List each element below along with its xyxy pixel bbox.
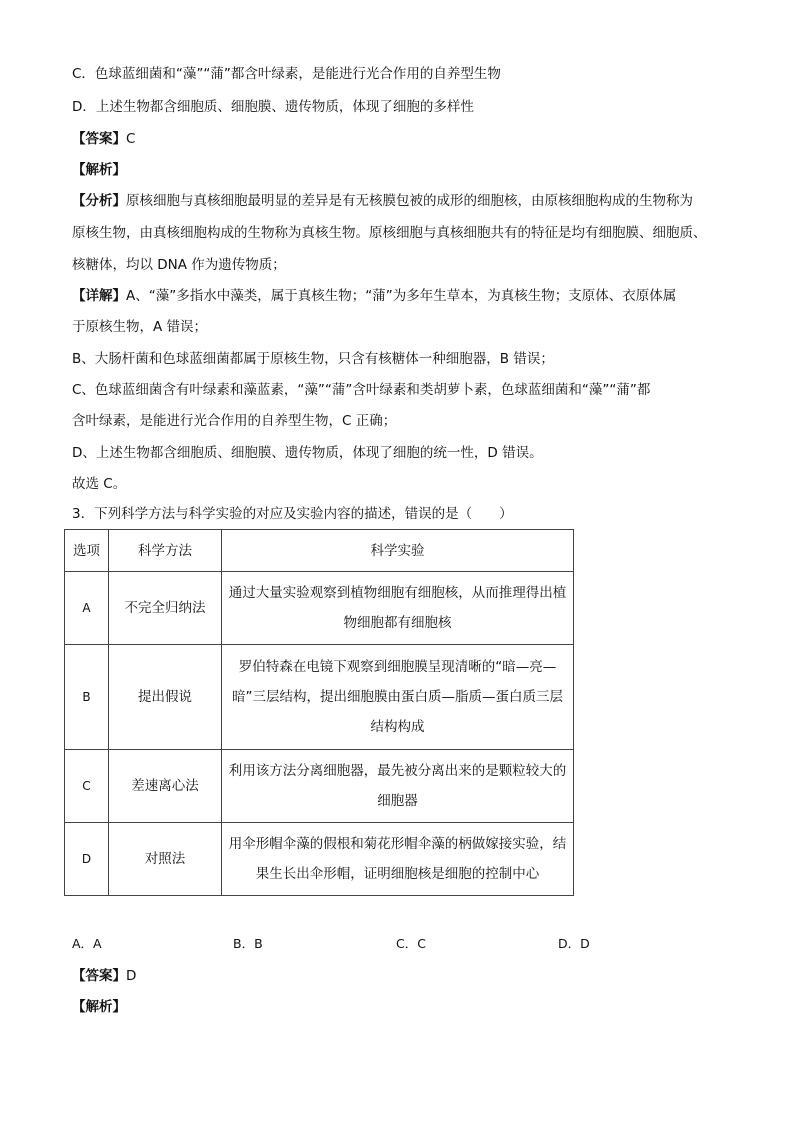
xiangjie-line-b: B、大肠杆菌和色球蓝细菌都属于原核生物，只含有核糖体一种细胞器，B 错误； (72, 351, 554, 367)
answer-tag: 【答案】 (72, 968, 126, 984)
xiangjie-line-c1: C、色球蓝细菌含有叶绿素和藻蓝素，“藻”“蒲”含叶绿素和类胡萝卜素，色球蓝细菌和“藻”“蒲”都 (72, 382, 651, 398)
xiangjie-tag: 【详解】 (72, 288, 126, 304)
xiangjie-text-a1: A、“藻”多指水中藻类，属于真核生物；“蒲”为多年生草本，为真核生物；支原体、衣原体属 (126, 288, 677, 304)
question-3-table (64, 529, 574, 896)
row-experiment: 用伞形帽伞藻的假根和菊花形帽伞藻的柄做嫁接实验，结果生长出伞形帽，证明细胞核是细胞的控制中心 (222, 823, 574, 896)
question-3-choices (72, 934, 732, 954)
row-method: 对照法 (109, 823, 222, 896)
prev-answer (72, 129, 135, 149)
prev-analysis-tag: 【解析】 (72, 162, 126, 178)
prev-option-d: D．上述生物都含细胞质、细胞膜、遗传物质，体现了细胞的多样性 (72, 99, 474, 115)
fenxi-line-1 (72, 191, 693, 211)
table-row (65, 645, 574, 750)
row-method: 提出假说 (109, 645, 222, 750)
xiangjie-line-d: D、上述生物都含细胞质、细胞膜、遗传物质，体现了细胞的统一性，D 错误。 (72, 445, 543, 461)
question-3-stem: 3．下列科学方法与科学实验的对应及实验内容的描述，错误的是（ ） (72, 506, 513, 522)
row-experiment: 罗伯特森在电镜下观察到细胞膜呈现清晰的“暗—亮—暗”三层结构，提出细胞膜由蛋白质—脂质—蛋白质三层结构构成 (222, 645, 574, 750)
answer-value: C (126, 131, 136, 147)
row-method: 差速离心法 (109, 750, 222, 823)
choice-c[interactable]: C．C (396, 936, 426, 951)
header-method: 科学方法 (109, 530, 222, 572)
fenxi-text-1: 原核细胞与真核细胞最明显的差异是有无核膜包被的成形的细胞核，由原核细胞构成的生物称为 (126, 193, 693, 209)
fenxi-tag: 【分析】 (72, 193, 126, 209)
header-option: 选项 (65, 530, 109, 572)
row-method: 不完全归纳法 (109, 572, 222, 645)
row-option: B (65, 645, 109, 750)
row-experiment: 通过大量实验观察到植物细胞有细胞核，从而推理得出植物细胞都有细胞核 (222, 572, 574, 645)
answer-tag: 【答案】 (72, 131, 126, 147)
choice-d[interactable]: D．D (558, 936, 590, 951)
conclusion: 故选 C。 (72, 476, 127, 492)
prev-option-c: C．色球蓝细菌和“藻”“蒲”都含叶绿素，是能进行光合作用的自养型生物 (72, 66, 501, 82)
xiangjie-line-a1 (72, 286, 676, 306)
table-header-row (65, 530, 574, 572)
q3-analysis-tag: 【解析】 (72, 999, 126, 1015)
row-option: A (65, 572, 109, 645)
table-row (65, 750, 574, 823)
choice-a[interactable]: A．A (72, 936, 102, 951)
answer-value: D (126, 968, 137, 984)
table-row (65, 823, 574, 896)
xiangjie-line-c2: 含叶绿素，是能进行光合作用的自养型生物，C 正确； (72, 413, 397, 429)
xiangjie-line-a2: 于原核生物，A 错误； (72, 319, 208, 335)
header-experiment: 科学实验 (222, 530, 574, 572)
fenxi-line-3: 核糖体，均以 DNA 作为遗传物质； (72, 257, 286, 273)
table-row (65, 572, 574, 645)
q3-answer (72, 966, 136, 986)
row-option: D (65, 823, 109, 896)
row-experiment: 利用该方法分离细胞器，最先被分离出来的是颗粒较大的细胞器 (222, 750, 574, 823)
row-option: C (65, 750, 109, 823)
choice-b[interactable]: B．B (233, 936, 263, 951)
fenxi-line-2: 原核生物，由真核细胞构成的生物称为真核生物。原核细胞与真核细胞共有的特征是均有细胞膜、细胞质、 (72, 225, 707, 241)
